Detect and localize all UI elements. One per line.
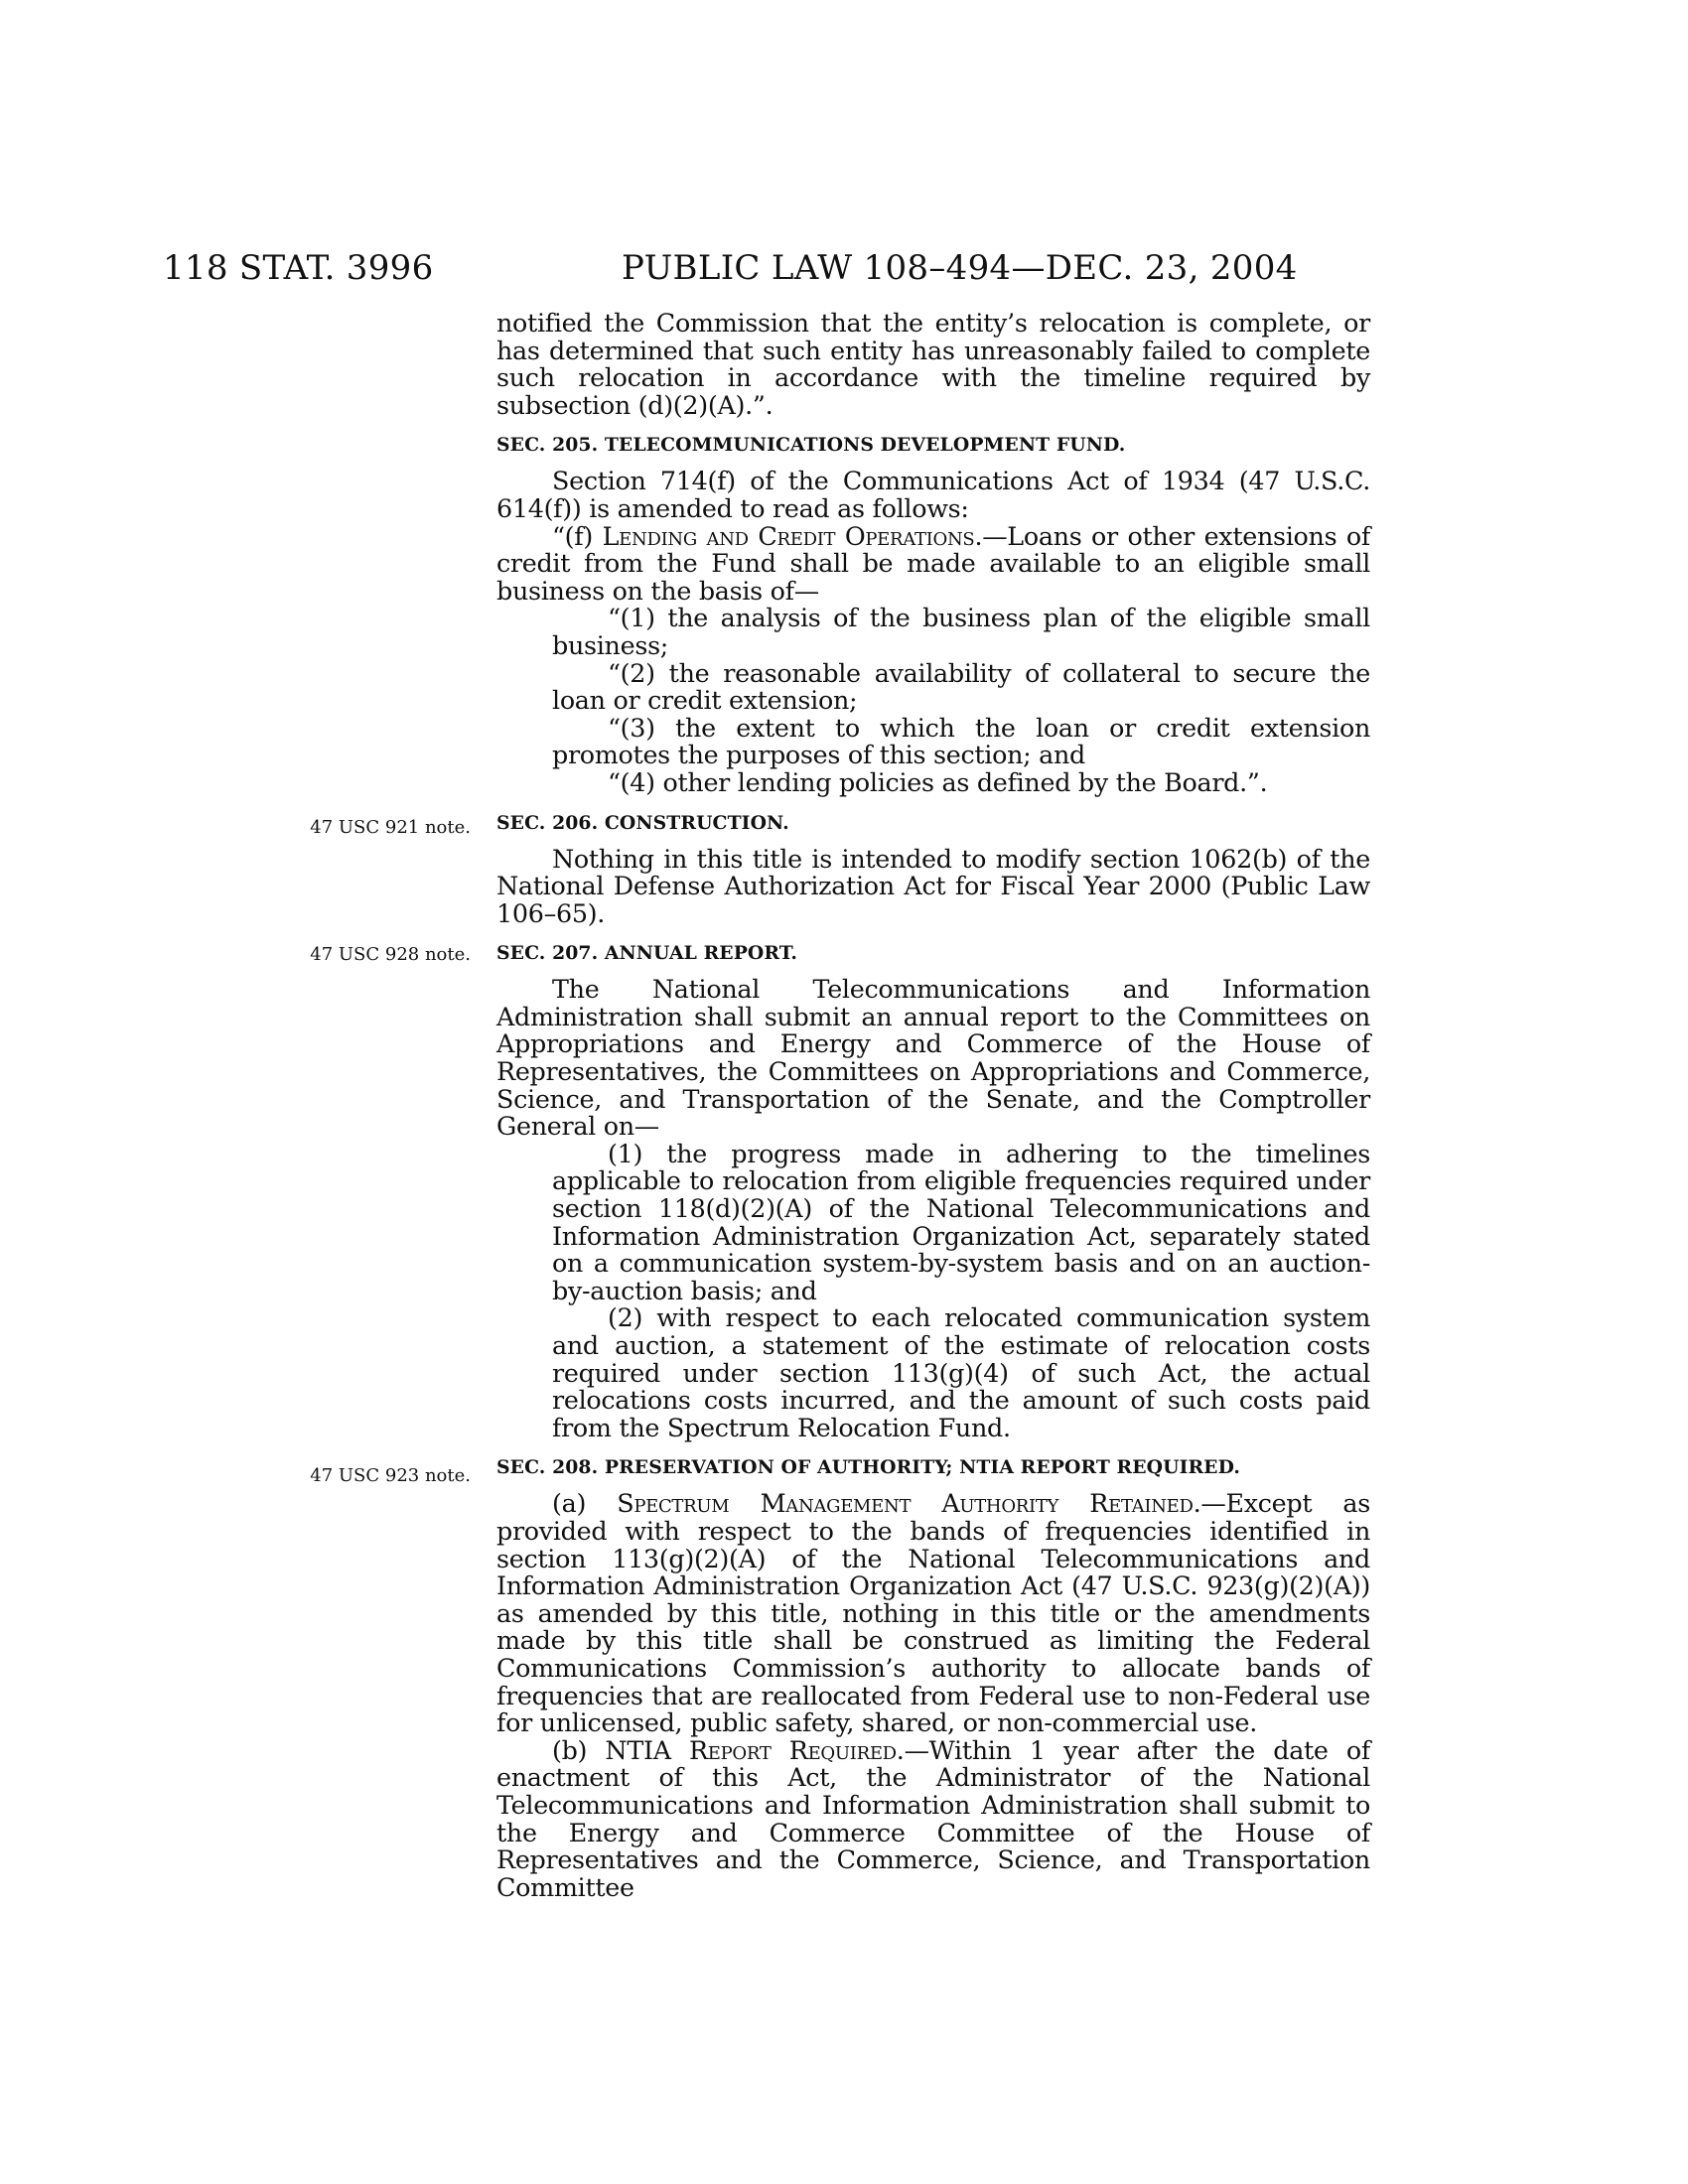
page-header [163,248,1368,288]
subsection-b-prefix: (b) [552,1734,606,1765]
subsection-b-text: .—Within 1 year after the date of enactment of this Act, the Administrator of the National Telecommunications and Information Administration shall submit to the Energy and Commerce Committee of the House of Representatives and the Commerce, Science, and Transportation Committee [496,1734,1370,1902]
margin-note-sec206: 47 USC 921 note. [310,817,471,838]
section-205-heading: SEC. 205. TELECOMMUNICATIONS DEVELOPMENT FUND. [496,434,1126,457]
main-text-column [496,310,1370,1901]
section-207-item-1: (1) the progress made in adhering to the timelines applicable to relocation from eligible frequencies required under section 118(d)(2)(A) of the National Telecommunications and Information Administration Organization Act, separately stated on a communication system-by-system basis and on an auction-by-auction basis; and [552,1138,1370,1305]
section-205-item-3: “(3) the extent to which the loan or credit extension promotes the purposes of this section; and [552,712,1370,770]
section-207-heading: SEC. 207. ANNUAL REPORT. [496,942,798,965]
running-title: PUBLIC LAW 108–494—DEC. 23, 2004 [622,248,1298,288]
section-208-heading: SEC. 208. PRESERVATION OF AUTHORITY; NTIA REPORT REQUIRED. [496,1456,1240,1479]
section-205-item-2: “(2) the reasonable availability of collateral to secure the loan or credit extension; [552,657,1370,716]
subsection-b-title: NTIA Report Required [605,1734,897,1765]
margin-note-sec208: 47 USC 923 note. [310,1465,471,1486]
statute-page-number: 118 STAT. 3996 [163,248,434,288]
section-205-item-4: “(4) other lending policies as defined by the Board.”. [608,766,1268,797]
section-205-subsection-f [496,520,1371,606]
subsection-f-prefix: “(f) [552,520,603,551]
section-205-intro: Section 714(f) of the Communications Act of 1934 (47 U.S.C. 614(f)) is amended to read as follows: [496,466,1370,523]
subsection-f-text: .—Loans or other extensions of credit from the Fund shall be made available to an eligible small business on the basis of— [496,520,1371,606]
continued-paragraph: notified the Commission that the entity’s relocation is complete, or has determined that such entity has unreasonably failed to complete such relocation in accordance with the timeline required by subsection (d)(2)(A).”. [496,308,1370,420]
subsection-a-prefix: (a) [552,1488,618,1519]
section-207-item-2: (2) with respect to each relocated communication system and auction, a statement of the estimate of relocation costs required under section 113(g)(4) of such Act, the actual relocations costs incurred, and the amount of such costs paid from the Spectrum Relocation Fund. [552,1302,1370,1442]
subsection-a-title: Spectrum Management Authority Retained [617,1488,1194,1519]
section-206-text: Nothing in this title is intended to modify section 1062(b) of the National Defense Authorization Act for Fiscal Year 2000 (Public Law 106–65). [496,843,1370,928]
section-206-heading: SEC. 206. CONSTRUCTION. [496,811,789,834]
section-205-item-1: “(1) the analysis of the business plan of the eligible small business; [552,603,1370,660]
section-208-subsection-b [496,1734,1370,1902]
margin-note-sec207: 47 USC 928 note. [310,944,471,965]
subsection-a-text: .—Except as provided with respect to the bands of frequencies identified in section 113(g)(2)(A) of the National Telecommunications and Information Administration Organization Act (47 U.S.C. 923(g)(2)(A)) as amended by this title, nothing in this title or the amendments made by this title shall be construed as limiting the Federal Communications Commission’s authority to allocate bands of frequencies that are reallocated from Federal use to non-Federal use for unlicensed, public safety, shared, or non-commercial use. [496,1488,1370,1738]
section-208-subsection-a [496,1490,1370,1736]
subsection-f-title: Lending and Credit Operations [602,520,975,551]
section-207-text: The National Telecommunications and Information Administration shall submit an annual report to the Committees on Appropriations and Energy and Commerce of the House of Representatives, the Committees on Appropriations and Commerce, Science, and Transportation of the Senate, and the Comptroller General on— [496,974,1370,1142]
